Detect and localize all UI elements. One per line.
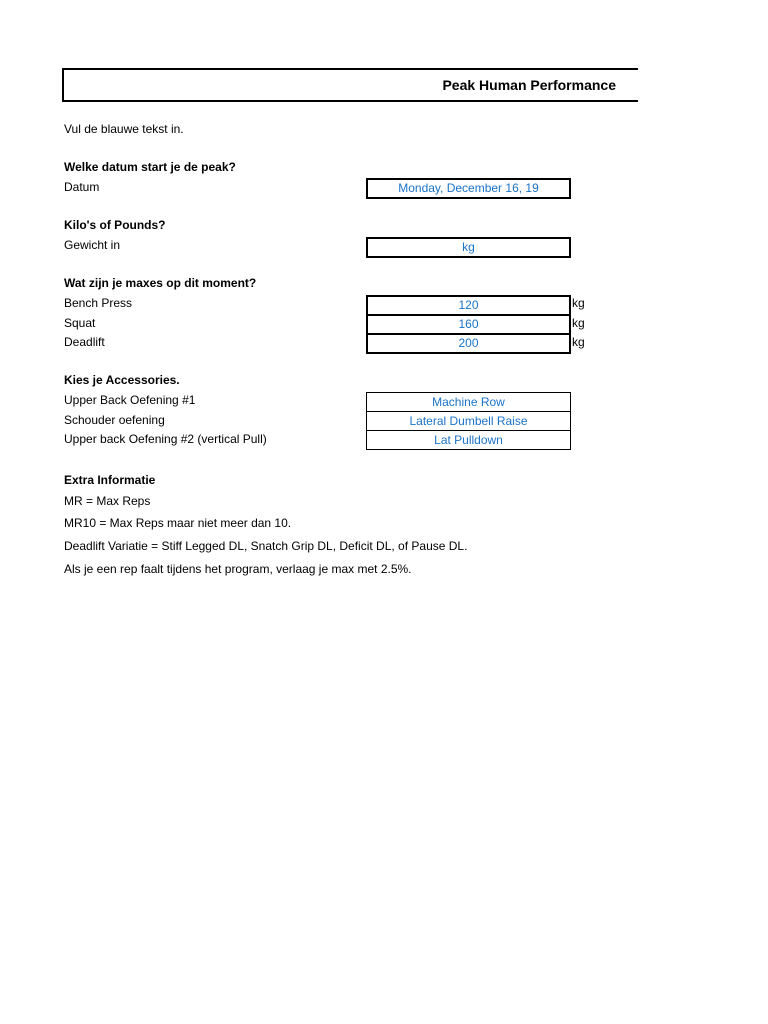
squat-field[interactable]: 160 [366,314,571,335]
accessory-2-label: Schouder oefening [64,413,165,427]
start-date-label: Datum [64,180,100,194]
maxes-heading: Wat zijn je maxes op dit moment? [64,276,257,290]
start-date-heading: Welke datum start je de peak? [64,160,236,174]
accessory-1-label: Upper Back Oefening #1 [64,393,196,407]
intro-text: Vul de blauwe tekst in. [64,122,184,136]
page-title: Peak Human Performance [442,77,616,93]
accessory-2-field[interactable]: Lateral Dumbell Raise [366,411,571,431]
squat-label: Squat [64,316,96,330]
deadlift-label: Deadlift [64,335,105,349]
bench-press-label: Bench Press [64,296,133,310]
bench-press-unit: kg [572,296,585,310]
extra-line: Als je een rep faalt tijdens het program, verlaag je max met 2.5%. [64,562,412,576]
accessory-1-field[interactable]: Machine Row [366,392,571,412]
extra-line: Deadlift Variatie = Stiff Legged DL, Snatch Grip DL, Deficit DL, of Pause DL. [64,539,468,553]
accessory-3-label: Upper back Oefening #2 (vertical Pull) [64,432,267,446]
units-field[interactable]: kg [366,237,571,258]
deadlift-field[interactable]: 200 [366,333,571,354]
units-label: Gewicht in [64,238,121,252]
accessories-heading: Kies je Accessories. [64,373,180,387]
squat-unit: kg [572,316,585,330]
extra-heading: Extra Informatie [64,473,156,487]
accessory-3-field[interactable]: Lat Pulldown [366,430,571,450]
title-box [62,68,638,102]
extra-line: MR10 = Max Reps maar niet meer dan 10. [64,516,292,530]
extra-line: MR = Max Reps [64,494,151,508]
deadlift-unit: kg [572,335,585,349]
units-heading: Kilo's of Pounds? [64,218,166,232]
bench-press-field[interactable]: 120 [366,295,571,316]
start-date-field[interactable]: Monday, December 16, 19 [366,178,571,199]
